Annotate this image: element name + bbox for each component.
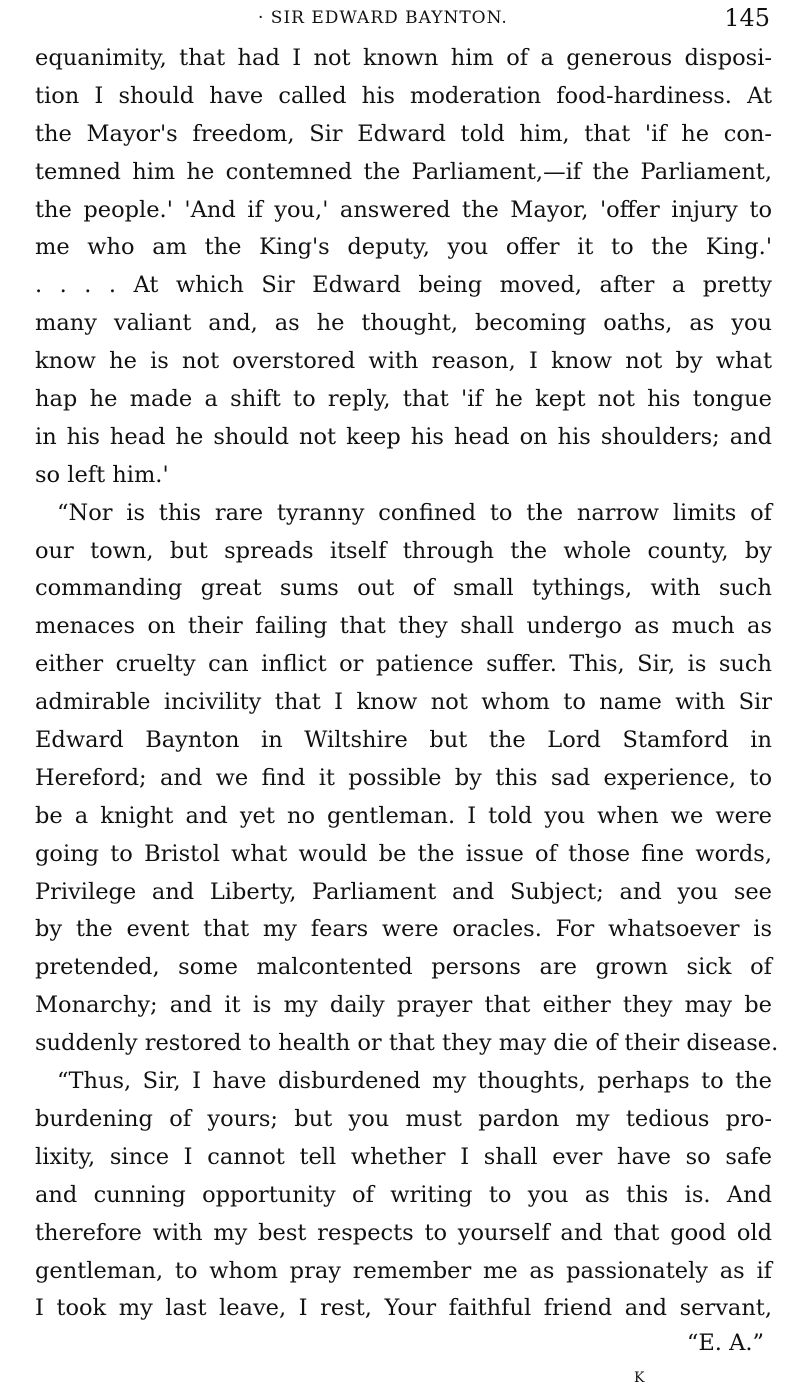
text-line: and cunning opportunity of writing to you as this is. And [35, 1181, 772, 1208]
running-head: · SIR EDWARD BAYNTON. [258, 8, 508, 28]
text-line: Privilege and Liberty, Parliament and Subject; and you see [35, 878, 772, 905]
page-body [35, 40, 779, 1328]
text-line: “Nor is this rare tyranny confined to the narrow limits of [57, 499, 772, 526]
text-line: hap he made a shift to reply, that 'if he kept not his tongue [35, 386, 772, 413]
text-line: going to Bristol what would be the issue of those fine words, [35, 840, 772, 867]
text-line: by the event that my fears were oracles. For whatsoever is [35, 916, 772, 943]
text-line: temned him he contemned the Parliament,—if the Parliament, [35, 158, 772, 185]
text-line: the people.' 'And if you,' answered the Mayor, 'offer injury to [35, 196, 772, 223]
text-line: pretended, some malcontented persons are grown sick of [35, 954, 772, 981]
text-line: gentleman, to whom pray remember me as passionately as if [35, 1257, 772, 1284]
text-line: . . . . At which Sir Edward being moved, after a pretty [35, 272, 772, 299]
text-line: the Mayor's freedom, Sir Edward told him, that 'if he con- [35, 120, 772, 147]
text-line: know he is not overstored with reason, I know not by what [35, 348, 772, 375]
text-line: I took my last leave, I rest, Your faithful friend and servant, [35, 1295, 772, 1322]
text-line: Monarchy; and it is my daily prayer that either they may be [35, 992, 772, 1019]
text-line: admirable incivility that I know not whom to name with Sir [35, 689, 772, 716]
letter-signature: “E. A.” [686, 1330, 764, 1356]
text-line: “Thus, Sir, I have disburdened my thoughts, perhaps to the [57, 1068, 772, 1095]
printer-signature-mark: K [634, 1370, 645, 1386]
text-line: tion I should have called his moderation food-hardiness. At [35, 82, 772, 109]
text-line: be a knight and yet no gentleman. I told you when we were [35, 802, 772, 829]
text-line: so left him.' [35, 461, 169, 488]
text-line: suddenly restored to health or that they may die of their disease. [35, 1030, 779, 1057]
text-line: either cruelty can inflict or patience suffer. This, Sir, is such [35, 651, 772, 678]
text-line: Hereford; and we find it possible by this sad experience, to [35, 764, 772, 791]
text-line: in his head he should not keep his head on his shoulders; and [35, 423, 772, 450]
text-line: menaces on their failing that they shall undergo as much as [35, 613, 772, 640]
text-line: lixity, since I cannot tell whether I shall ever have so safe [35, 1143, 772, 1170]
text-line: therefore with my best respects to yourself and that good old [35, 1219, 772, 1246]
page-number: 145 [724, 4, 770, 32]
text-line: Edward Baynton in Wiltshire but the Lord Stamford in [35, 727, 772, 754]
text-line: me who am the King's deputy, you offer it to the King.' [35, 234, 772, 261]
text-line: equanimity, that had I not known him of a generous disposi- [35, 45, 772, 71]
text-line: commanding great sums out of small tythings, with such [35, 575, 772, 602]
text-line: many valiant and, as he thought, becoming oaths, as you [35, 310, 772, 337]
text-line: burdening of yours; but you must pardon my tedious pro- [35, 1105, 772, 1132]
text-line: our town, but spreads itself through the whole county, by [35, 537, 772, 564]
